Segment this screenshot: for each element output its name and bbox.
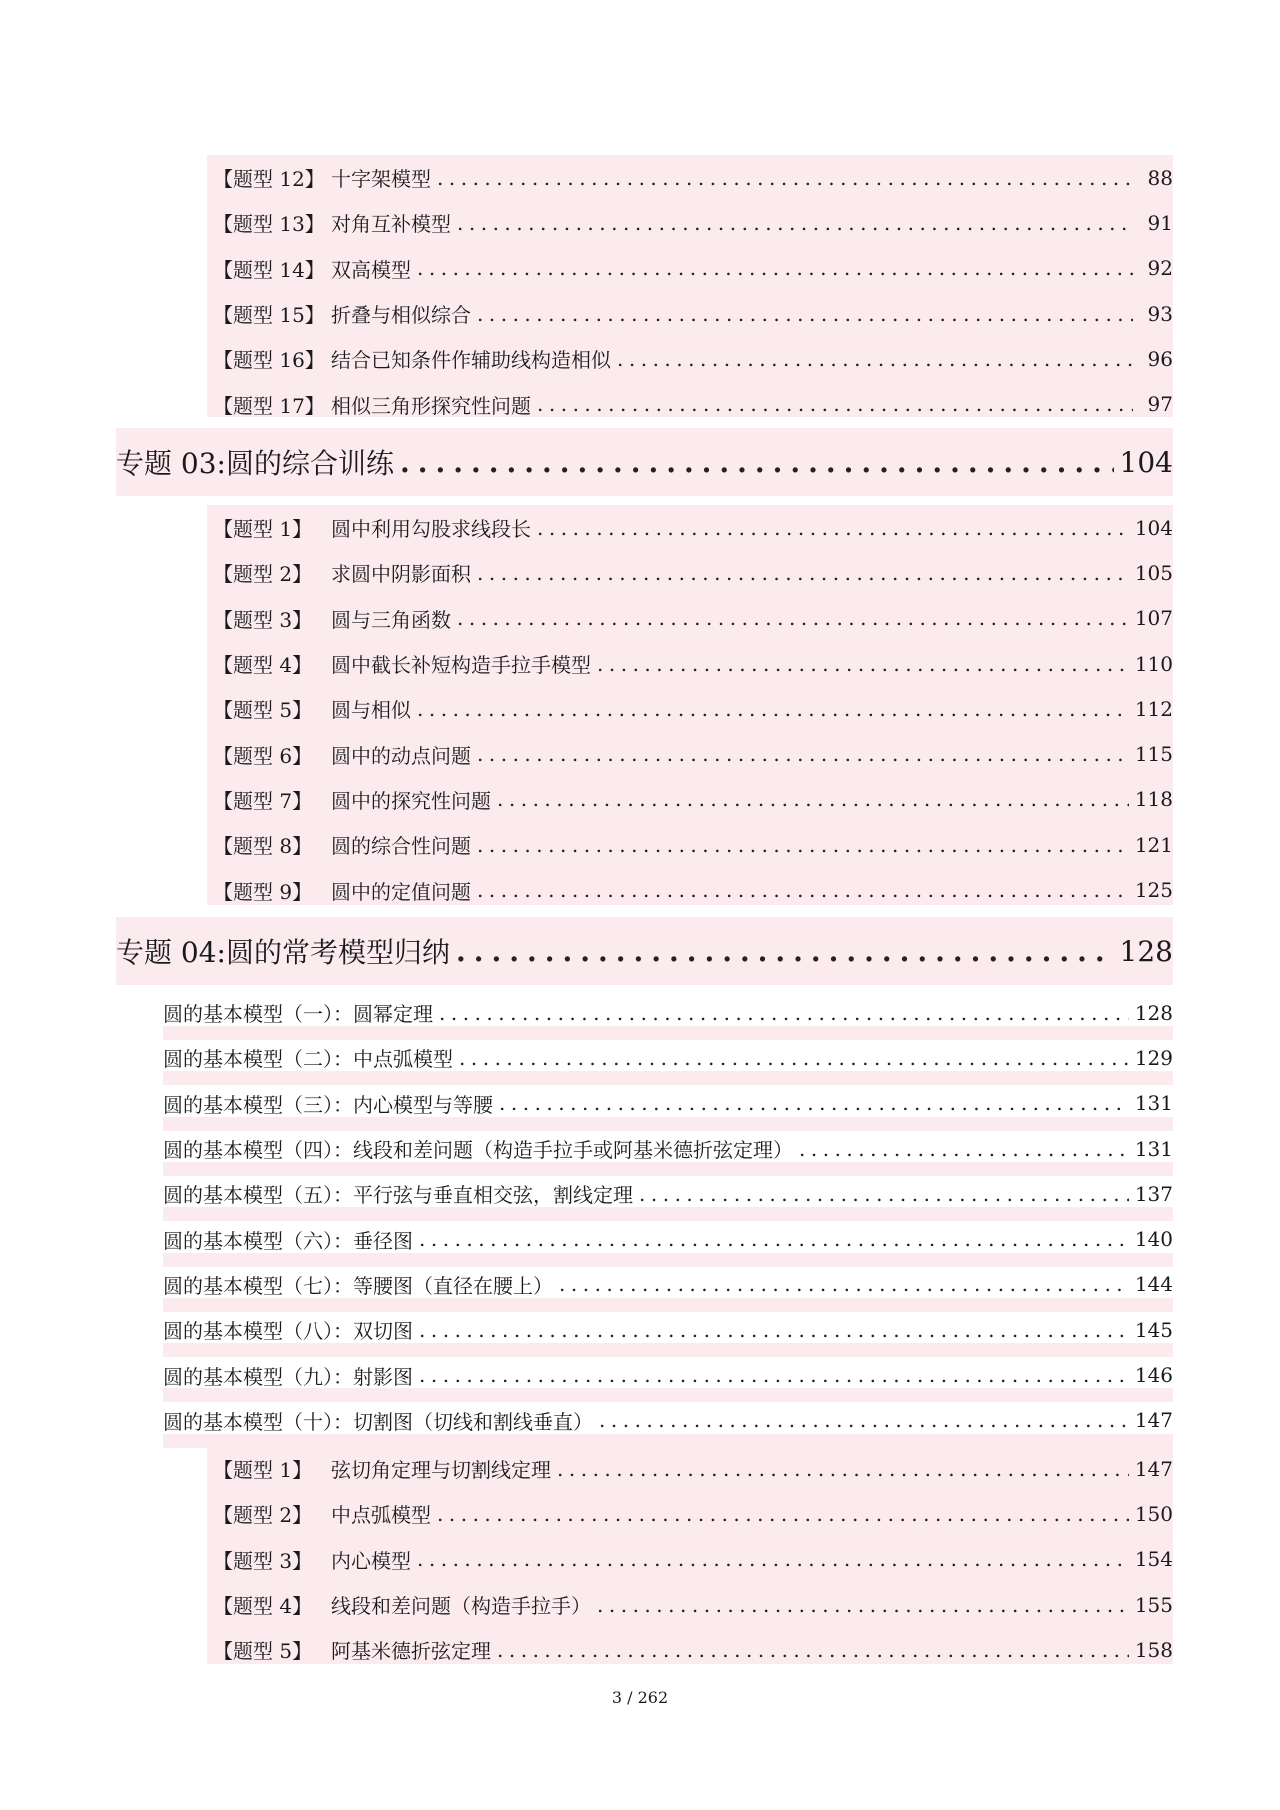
entry-title: 圆的基本模型（八）：双切图 — [163, 1319, 413, 1344]
entry-page: 129 — [1134, 1045, 1173, 1070]
toc-entry[interactable] — [213, 200, 1173, 245]
entry-page: 96 — [1147, 346, 1173, 371]
toc-entry[interactable] — [213, 291, 1173, 336]
entry-page: 137 — [1134, 1181, 1173, 1206]
dot-leader — [497, 787, 1129, 811]
entry-title: 圆的基本模型（九）：射影图 — [163, 1364, 413, 1389]
toc-entry[interactable] — [213, 381, 1173, 426]
dot-leader — [417, 256, 1133, 280]
entry-label: 【题型 12】 — [213, 167, 325, 192]
toc-entry[interactable] — [163, 1398, 1173, 1443]
dot-leader — [537, 516, 1129, 540]
dot-leader — [419, 1363, 1129, 1387]
entry-page: 144 — [1134, 1272, 1173, 1297]
entry-label: 【题型 2】 — [213, 1503, 313, 1528]
entry-title: 结合已知条件作辅助线构造相似 — [331, 348, 611, 373]
dot-leader — [499, 1091, 1129, 1115]
entry-title: 圆中的定值问题 — [331, 879, 471, 904]
toc-entry[interactable] — [213, 867, 1173, 912]
dot-leader — [417, 697, 1129, 721]
entry-page: 145 — [1134, 1317, 1173, 1342]
entry-label: 【题型 4】 — [213, 653, 313, 678]
dot-leader — [459, 1046, 1129, 1070]
toc-entry[interactable] — [213, 155, 1173, 200]
toc-entry[interactable] — [213, 1446, 1173, 1491]
entry-title: 圆中截长补短构造手拉手模型 — [331, 653, 591, 678]
entry-title: 圆的基本模型（三）：内心模型与等腰 — [163, 1092, 493, 1117]
toc-entry[interactable] — [213, 505, 1173, 550]
dot-leader — [597, 1593, 1129, 1617]
toc-entry[interactable] — [213, 1537, 1173, 1582]
dot-leader — [419, 1227, 1129, 1251]
entry-title: 圆的综合性问题 — [331, 834, 471, 859]
toc-entry[interactable] — [163, 1216, 1173, 1261]
toc-entry[interactable] — [213, 596, 1173, 641]
entry-page: 118 — [1134, 787, 1173, 812]
dot-leader — [439, 1001, 1129, 1025]
entry-page: 92 — [1147, 256, 1173, 281]
entry-title: 线段和差问题（构造手拉手） — [331, 1594, 591, 1619]
entry-title: 中点弧模型 — [331, 1503, 431, 1528]
dot-leader — [557, 1457, 1129, 1481]
entry-title: 圆的基本模型（五）：平行弦与垂直相交弦，割线定理 — [163, 1183, 633, 1208]
dot-leader — [639, 1182, 1129, 1206]
entry-page: 140 — [1134, 1227, 1173, 1252]
dot-leader — [417, 1547, 1129, 1571]
toc-entry[interactable] — [163, 1262, 1173, 1307]
entry-label: 【题型 5】 — [213, 1639, 313, 1664]
entry-title: 圆与相似 — [331, 698, 411, 723]
entry-label: 【题型 4】 — [213, 1594, 313, 1619]
entry-title: 相似三角形探究性问题 — [331, 393, 531, 418]
toc-group-03 — [207, 505, 1173, 905]
entry-label: 【题型 17】 — [213, 393, 325, 418]
entry-page: 105 — [1134, 560, 1173, 585]
entry-title: 求圆中阴影面积 — [331, 562, 471, 587]
toc-entry[interactable] — [213, 246, 1173, 291]
entry-page: 150 — [1134, 1501, 1173, 1526]
entry-label: 【题型 6】 — [213, 743, 313, 768]
dot-leader — [617, 347, 1133, 371]
toc-entry[interactable] — [213, 822, 1173, 867]
entry-label: 【题型 13】 — [213, 212, 325, 237]
entry-page: 125 — [1134, 878, 1173, 903]
entry-page: 97 — [1147, 392, 1173, 417]
entry-page: 128 — [1134, 1000, 1173, 1025]
dot-leader — [477, 878, 1129, 902]
dot-leader — [477, 742, 1129, 766]
toc-entry[interactable] — [213, 1491, 1173, 1536]
entry-title: 圆的基本模型（四）：线段和差问题（构造手拉手或阿基米德折弦定理） — [163, 1138, 793, 1163]
entry-label: 【题型 2】 — [213, 562, 313, 587]
entry-title: 圆的基本模型（十）：切割图（切线和割线垂直） — [163, 1409, 593, 1434]
entry-page: 121 — [1134, 832, 1173, 857]
entry-label: 【题型 1】 — [213, 517, 313, 542]
entry-label: 【题型 3】 — [213, 1548, 313, 1573]
dot-leader — [437, 166, 1133, 190]
entry-label: 【题型 9】 — [213, 879, 313, 904]
toc-entry[interactable] — [213, 1582, 1173, 1627]
entry-page: 158 — [1134, 1637, 1173, 1662]
dot-leader — [477, 561, 1129, 585]
entry-label: 【题型 8】 — [213, 834, 313, 859]
toc-entry[interactable] — [213, 731, 1173, 776]
entry-page: 131 — [1134, 1091, 1173, 1116]
entry-page: 146 — [1134, 1363, 1173, 1388]
entry-label: 【题型 14】 — [213, 257, 325, 282]
toc-entry[interactable] — [213, 777, 1173, 822]
toc-entry[interactable] — [163, 1081, 1173, 1126]
entry-page: 155 — [1134, 1592, 1173, 1617]
entry-label: 【题型 16】 — [213, 348, 325, 373]
toc-group-04 — [207, 1446, 1173, 1664]
entry-page: 88 — [1147, 165, 1173, 190]
entry-title: 阿基米德折弦定理 — [331, 1639, 491, 1664]
entry-title: 圆的基本模型（一）：圆幂定理 — [163, 1002, 433, 1027]
entry-title: 双高模型 — [331, 257, 411, 282]
entry-title: 圆中的探究性问题 — [331, 788, 491, 813]
toc-group-models — [163, 990, 1173, 1443]
toc-entry[interactable] — [163, 1035, 1173, 1080]
entry-title: 圆的基本模型（七）：等腰图（直径在腰上） — [163, 1273, 553, 1298]
entry-page: 154 — [1134, 1547, 1173, 1572]
entry-title: 内心模型 — [331, 1548, 411, 1573]
entry-title: 圆中利用勾股求线段长 — [331, 517, 531, 542]
toc-entry[interactable] — [163, 990, 1173, 1035]
entry-label: 【题型 7】 — [213, 788, 313, 813]
toc-entry[interactable] — [213, 641, 1173, 686]
heading-page: 128 — [1119, 934, 1173, 968]
entry-page: 107 — [1134, 606, 1173, 631]
entry-page: 110 — [1134, 651, 1173, 676]
dot-leader — [559, 1272, 1129, 1296]
entry-title: 圆中的动点问题 — [331, 743, 471, 768]
entry-page: 147 — [1134, 1456, 1173, 1481]
toc-group-prev — [207, 155, 1173, 417]
entry-title: 对角互补模型 — [331, 212, 451, 237]
page-indicator: 3 / 262 — [611, 1688, 669, 1707]
toc-entry[interactable] — [163, 1126, 1173, 1171]
dot-leader — [419, 1318, 1129, 1342]
entry-title: 圆与三角函数 — [331, 607, 451, 632]
entry-page: 131 — [1134, 1136, 1173, 1161]
toc-entry[interactable] — [163, 1307, 1173, 1352]
toc-heading-03[interactable] — [116, 428, 1173, 496]
entry-page: 104 — [1134, 515, 1173, 540]
dot-leader — [799, 1137, 1129, 1161]
entry-label: 【题型 15】 — [213, 303, 325, 328]
heading-title: 专题 04:圆的常考模型归纳 — [116, 936, 450, 969]
entry-title: 十字架模型 — [331, 167, 431, 192]
entry-page: 112 — [1134, 696, 1173, 721]
entry-title: 圆的基本模型（六）：垂径图 — [163, 1228, 413, 1253]
entry-title: 弦切角定理与切割线定理 — [331, 1458, 551, 1483]
entry-title: 折叠与相似综合 — [331, 303, 471, 328]
entry-page: 91 — [1147, 210, 1173, 235]
dot-leader — [537, 392, 1133, 416]
dot-leader — [599, 1408, 1129, 1432]
entry-label: 【题型 5】 — [213, 698, 313, 723]
dot-leader — [437, 1502, 1129, 1526]
heading-page: 104 — [1119, 445, 1173, 479]
toc-entry[interactable] — [163, 1171, 1173, 1216]
entry-page: 147 — [1134, 1408, 1173, 1433]
toc-entry[interactable] — [163, 1352, 1173, 1397]
dot-leader — [457, 606, 1129, 630]
toc-entry[interactable] — [213, 550, 1173, 595]
dot-leader — [477, 302, 1133, 326]
dot-leader — [497, 1638, 1129, 1662]
entry-label: 【题型 1】 — [213, 1458, 313, 1483]
entry-title: 圆的基本模型（二）：中点弧模型 — [163, 1047, 453, 1072]
entry-label: 【题型 3】 — [213, 607, 313, 632]
toc-entry[interactable] — [213, 336, 1173, 381]
toc-heading-04[interactable] — [116, 917, 1173, 985]
dot-leader — [477, 833, 1129, 857]
entry-page: 93 — [1147, 301, 1173, 326]
heading-title: 专题 03:圆的综合训练 — [116, 447, 394, 480]
entry-page: 115 — [1134, 742, 1173, 767]
dot-leader — [597, 652, 1129, 676]
toc-entry[interactable] — [213, 686, 1173, 731]
dot-leader — [457, 211, 1133, 235]
toc-entry[interactable] — [213, 1627, 1173, 1672]
